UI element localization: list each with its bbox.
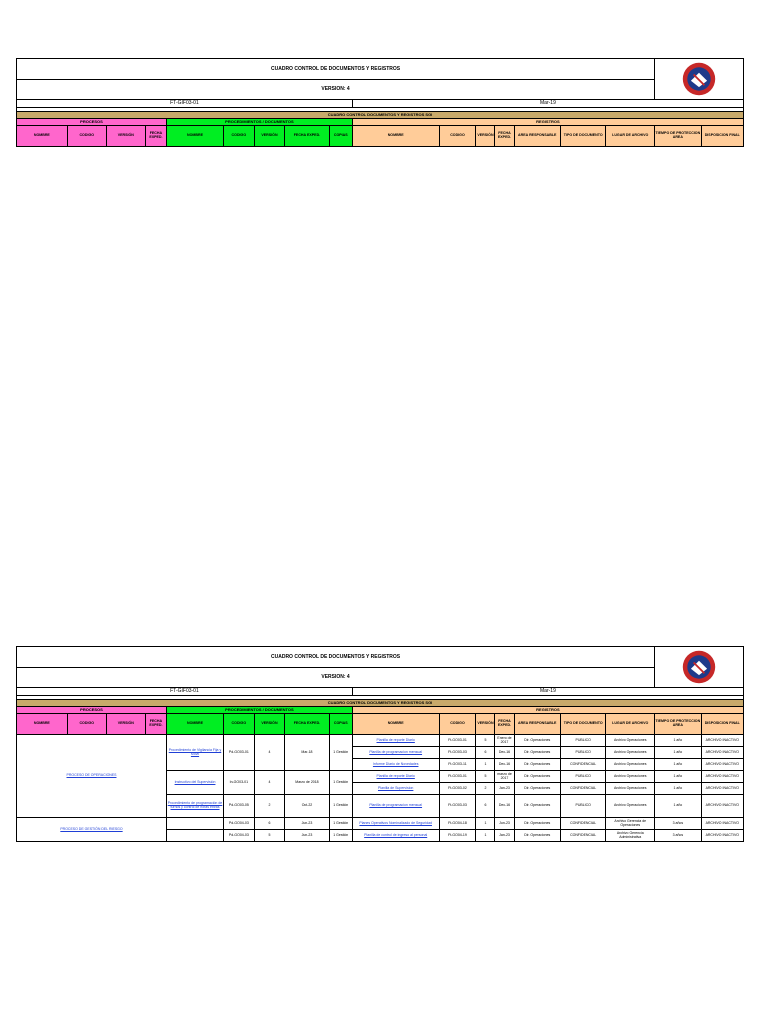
record-lugar: Archivo Gerencia de Operaciones: [606, 818, 655, 830]
record-fecha: Enero de 2017: [495, 735, 514, 747]
company-logo-icon: [681, 649, 717, 685]
document-title: CUADRO CONTROL DE DOCUMENTOS Y REGISTROS: [17, 647, 655, 668]
col-doc-version: VERSIÓN: [254, 126, 285, 147]
doc-copias: 1 Gestión: [329, 771, 352, 795]
process-riesgo[interactable]: PROCESO DE GESTIÓN DEL RIESGO: [17, 818, 167, 842]
record-tipo: CONFIDENCIAL: [560, 783, 605, 795]
doc-version: 6: [254, 818, 285, 830]
group-procedimientos: PROCEDIMIENTOS / DOCUMENTOS: [166, 119, 352, 126]
record-tiempo: 3 años: [655, 818, 701, 830]
col-proc-codigo: CODIGO: [67, 126, 106, 147]
control-table: [16, 646, 744, 842]
record-version: 5: [476, 735, 495, 747]
record-disp: ARCHIVO INACTIVO: [701, 795, 743, 818]
col-proc-nombre: NOMBRE: [17, 714, 68, 735]
record-codigo: Ft-GO03-03: [439, 747, 476, 759]
document-date: Mar-19: [352, 100, 743, 108]
record-tiempo: 1 año: [655, 795, 701, 818]
group-cuadro: CUADRO CONTROL DOCUMENTOS Y REGISTROS SGI: [17, 700, 744, 707]
record-tipo: PUBLICO: [560, 747, 605, 759]
record-lugar: Archivo Operaciones: [606, 735, 655, 747]
col-reg-codigo: CODIGO: [439, 714, 476, 735]
record-version: 1: [476, 759, 495, 771]
doc-copias: 1 Gestión: [329, 830, 352, 842]
record-disp: ARCHIVO INACTIVO: [701, 771, 743, 783]
col-reg-area: AREA RESPONSABLE: [514, 126, 560, 147]
col-doc-nombre: NOMBRE: [166, 714, 223, 735]
record-tiempo: 1 año: [655, 771, 701, 783]
doc-version: 4: [254, 735, 285, 771]
col-reg-version: VERSIÓN: [476, 714, 495, 735]
record-version: 5: [476, 771, 495, 783]
doc-link: [166, 830, 223, 842]
record-version: 6: [476, 795, 495, 818]
record-version: 6: [476, 747, 495, 759]
col-doc-codigo: CODIGO: [224, 714, 255, 735]
doc-copias: 1 Gestión: [329, 795, 352, 818]
col-reg-area: AREA RESPONSABLE: [514, 714, 560, 735]
record-link[interactable]: Informe Diario de Novedades: [352, 759, 439, 771]
doc-link[interactable]: Instructivo del Supervisión: [166, 771, 223, 795]
record-tipo: CONFIDENCIAL: [560, 830, 605, 842]
doc-link[interactable]: Procedimiento de Vigilancia Fija y Móvil: [166, 735, 223, 771]
col-doc-fecha: FECHA EXPED.: [285, 126, 329, 147]
record-disp: ARCHIVO INACTIVO: [701, 735, 743, 747]
document-date: Mar-19: [352, 688, 743, 696]
col-reg-disp: DISPOSICION FINAL: [701, 126, 743, 147]
col-reg-tipo: TIPO DE DOCUMENTO: [560, 126, 605, 147]
logo-cell: [655, 647, 744, 688]
col-reg-fecha: FECHA EXPED.: [495, 714, 514, 735]
record-version: 2: [476, 783, 495, 795]
doc-link[interactable]: Procedimiento de programación de turnos y control de horas extras: [166, 795, 223, 818]
doc-fecha: Jun-23: [285, 830, 329, 842]
doc-version: 4: [254, 771, 285, 795]
col-reg-nombre: NOMBRE: [352, 126, 439, 147]
document-version: VERSION: 4: [17, 80, 655, 100]
col-reg-lugar: LUGAR DE ARCHIVO: [606, 714, 655, 735]
record-disp: ARCHIVO INACTIVO: [701, 747, 743, 759]
group-cuadro: CUADRO CONTROL DOCUMENTOS Y REGISTROS SGI: [17, 112, 744, 119]
record-area: Dir. Operaciones: [514, 830, 560, 842]
col-doc-codigo: CODIGO: [224, 126, 255, 147]
group-registros: REGISTROS: [352, 119, 743, 126]
sheet-bottom: [16, 646, 744, 842]
record-tipo: CONFIDENCIAL: [560, 759, 605, 771]
record-codigo: Ft-GO03-02: [439, 783, 476, 795]
record-lugar: Archivo Operaciones: [606, 747, 655, 759]
process-operaciones[interactable]: PROCESO DE OPERACIONES: [17, 735, 167, 818]
record-area: Dir. Operaciones: [514, 747, 560, 759]
record-tiempo: 1 año: [655, 783, 701, 795]
record-area: Dir. Operaciones: [514, 771, 560, 783]
document-title: CUADRO CONTROL DE DOCUMENTOS Y REGISTROS: [17, 59, 655, 80]
doc-fecha: Jun-23: [285, 818, 329, 830]
record-lugar: Archivo Operaciones: [606, 783, 655, 795]
group-procesos: PROCESOS: [17, 707, 167, 714]
document-code: FT-GIF03-01: [17, 688, 353, 696]
record-area: Dir. Operaciones: [514, 759, 560, 771]
record-fecha: Dec-16: [495, 759, 514, 771]
record-tiempo: 3 años: [655, 830, 701, 842]
col-reg-nombre: NOMBRE: [352, 714, 439, 735]
record-tipo: PUBLICO: [560, 735, 605, 747]
record-fecha: marzo de 2017: [495, 771, 514, 783]
sheet-top: [16, 58, 744, 147]
record-tiempo: 1 año: [655, 735, 701, 747]
document-version: VERSION: 4: [17, 668, 655, 688]
record-codigo: Ft-GO04-19: [439, 830, 476, 842]
document-code: FT-GIF03-01: [17, 100, 353, 108]
col-reg-tiempo: TIEMPO DE PROTECCION AREA: [655, 714, 701, 735]
doc-codigo: Pd-GO03-01: [224, 735, 255, 771]
doc-version: 2: [254, 795, 285, 818]
record-area: Dir. Operaciones: [514, 735, 560, 747]
table-row: [17, 818, 744, 830]
col-proc-version: VERSIÓN: [106, 714, 145, 735]
logo-cell: [655, 59, 744, 100]
record-link[interactable]: Planilla de control de ingreso al personal: [352, 830, 439, 842]
doc-codigo: Pd-GO03-05: [224, 795, 255, 818]
col-proc-codigo: CODIGO: [67, 714, 106, 735]
record-link[interactable]: Planilla de Supervision: [352, 783, 439, 795]
record-fecha: Dec-16: [495, 747, 514, 759]
record-lugar: Archivo Operaciones: [606, 795, 655, 818]
doc-codigo: In-GO03-01: [224, 771, 255, 795]
col-reg-fecha: FECHA EXPED.: [495, 126, 514, 147]
col-doc-fecha: FECHA EXPED.: [285, 714, 329, 735]
record-codigo: Ft-GO03-03: [439, 795, 476, 818]
header-table: [16, 58, 744, 147]
col-reg-disp: DISPOSICION FINAL: [701, 714, 743, 735]
record-fecha: Jan-23: [495, 783, 514, 795]
col-reg-tipo: TIPO DE DOCUMENTO: [560, 714, 605, 735]
record-codigo: Ft-GO03-01: [439, 771, 476, 783]
col-reg-version: VERSIÓN: [476, 126, 495, 147]
record-link[interactable]: Planilla de reporte Diario: [352, 771, 439, 783]
col-proc-nombre: NOMBRE: [17, 126, 68, 147]
record-codigo: Ft-GO03-11: [439, 759, 476, 771]
record-tiempo: 1 año: [655, 747, 701, 759]
doc-link: [166, 818, 223, 830]
record-disp: ARCHIVO INACTIVO: [701, 759, 743, 771]
col-proc-version: VERSIÓN: [106, 126, 145, 147]
col-proc-fecha: FECHA EXPED.: [145, 126, 166, 147]
doc-codigo: Pd-GO04-03: [224, 830, 255, 842]
record-area: Dir. Operaciones: [514, 783, 560, 795]
record-area: Dir. Operaciones: [514, 818, 560, 830]
record-tiempo: 1 año: [655, 759, 701, 771]
col-reg-codigo: CODIGO: [439, 126, 476, 147]
col-proc-fecha: FECHA EXPED.: [145, 714, 166, 735]
group-procedimientos: PROCEDIMIENTOS / DOCUMENTOS: [166, 707, 352, 714]
group-procesos: PROCESOS: [17, 119, 167, 126]
col-doc-nombre: NOMBRE: [166, 126, 223, 147]
record-disp: ARCHIVO INACTIVO: [701, 830, 743, 842]
doc-fecha: Marzo de 2018: [285, 771, 329, 795]
record-fecha: Dec-16: [495, 795, 514, 818]
group-registros: REGISTROS: [352, 707, 743, 714]
record-tipo: CONFIDENCIAL: [560, 818, 605, 830]
col-doc-copias: COPIAS: [329, 714, 352, 735]
record-codigo: Ft-GO04-18: [439, 818, 476, 830]
record-version: 1: [476, 818, 495, 830]
record-fecha: Jun-23: [495, 818, 514, 830]
col-reg-tiempo: TIEMPO DE PROTECCION AREA: [655, 126, 701, 147]
col-doc-version: VERSIÓN: [254, 714, 285, 735]
record-link[interactable]: Planes Operativos Nominalizado de Seguridad: [352, 818, 439, 830]
doc-fecha: Mar-18: [285, 735, 329, 771]
doc-copias: 1 Gestión: [329, 735, 352, 771]
record-disp: ARCHIVO INACTIVO: [701, 818, 743, 830]
doc-copias: 1 Gestión: [329, 818, 352, 830]
doc-codigo: Pd-GO04-03: [224, 818, 255, 830]
record-version: 1: [476, 830, 495, 842]
col-doc-copias: COPIAS: [329, 126, 352, 147]
doc-fecha: Oct-22: [285, 795, 329, 818]
col-reg-lugar: LUGAR DE ARCHIVO: [606, 126, 655, 147]
record-lugar: Archivo Gerencia Administrativa: [606, 830, 655, 842]
record-fecha: Jan-23: [495, 830, 514, 842]
record-lugar: Archivo Operaciones: [606, 759, 655, 771]
record-codigo: Ft-GO03-01: [439, 735, 476, 747]
record-lugar: Archivo Operaciones: [606, 771, 655, 783]
record-link[interactable]: Planilla de reporte Diario: [352, 735, 439, 747]
record-tipo: PUBLICO: [560, 771, 605, 783]
record-disp: ARCHIVO INACTIVO: [701, 783, 743, 795]
record-area: Dir. Operaciones: [514, 795, 560, 818]
record-tipo: PUBLICO: [560, 795, 605, 818]
table-row: [17, 735, 744, 747]
record-link[interactable]: Planilla de programacion mensual: [352, 795, 439, 818]
record-link[interactable]: Planilla de programacion mensual: [352, 747, 439, 759]
doc-version: 5: [254, 830, 285, 842]
company-logo-icon: [681, 61, 717, 97]
